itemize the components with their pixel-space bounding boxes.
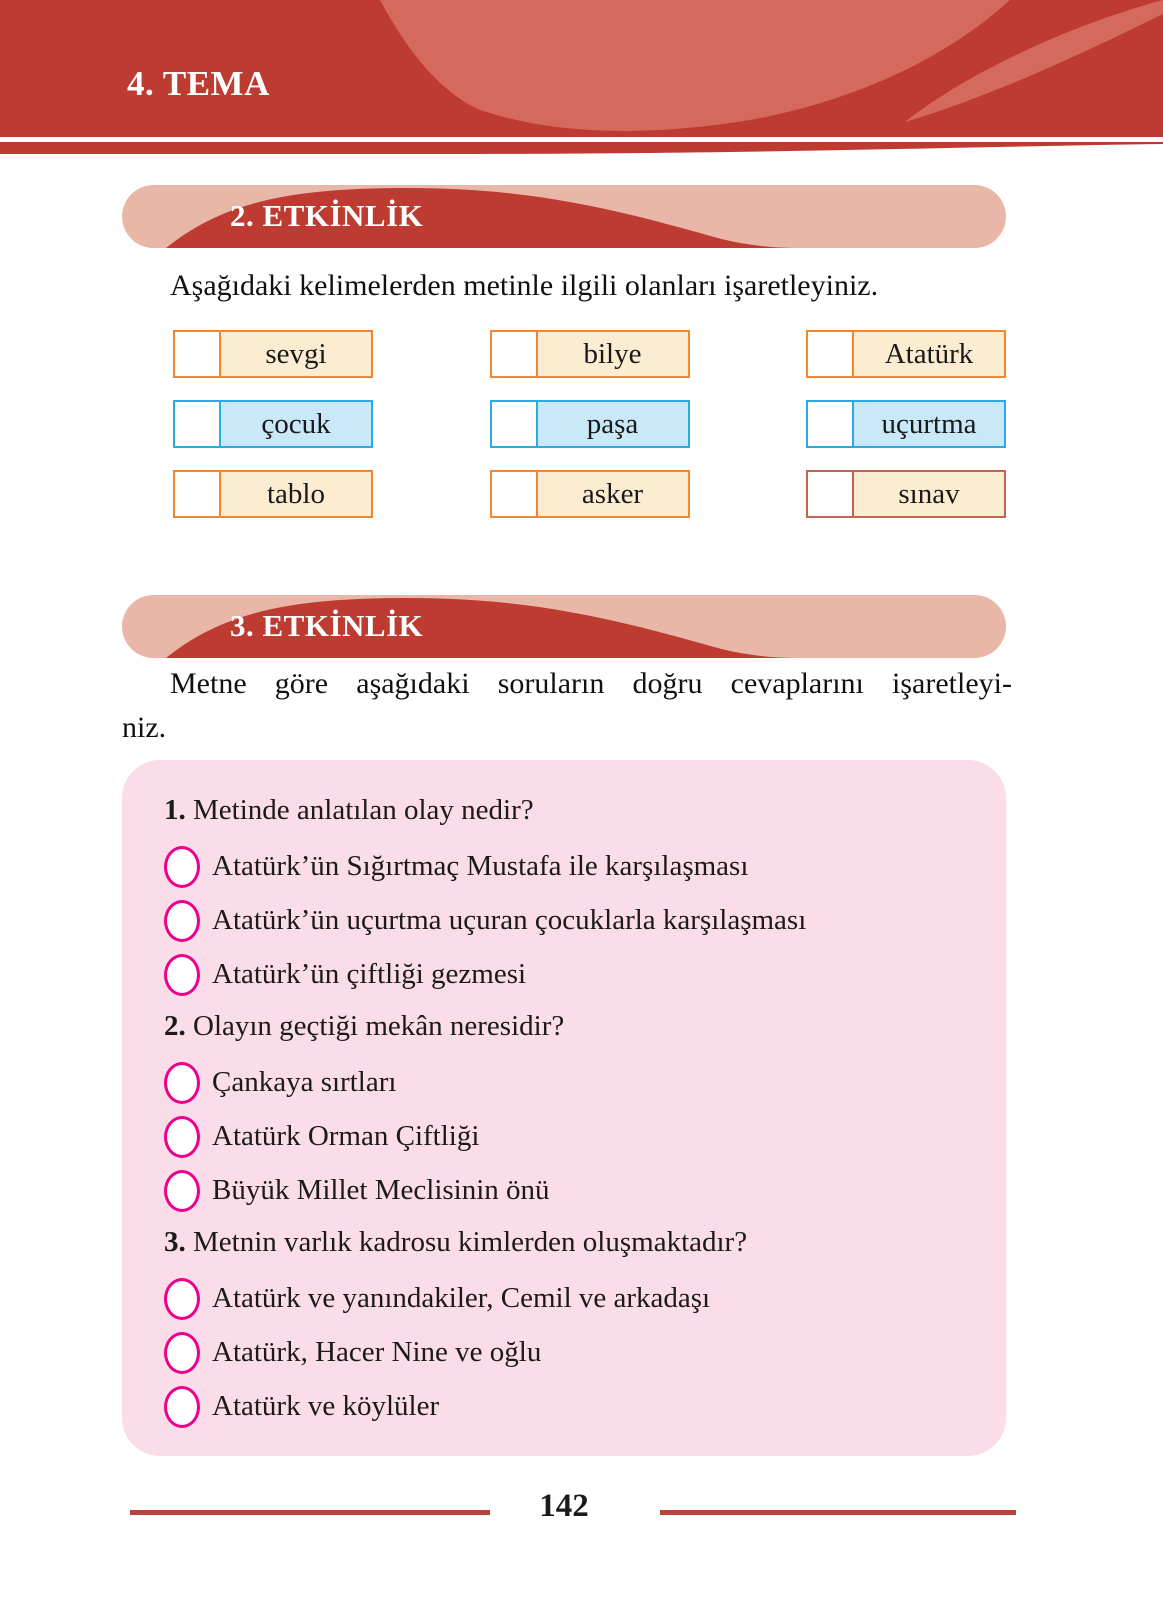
radio-circle[interactable] xyxy=(164,1116,200,1158)
activity3-instruction xyxy=(122,662,1012,750)
radio-circle[interactable] xyxy=(164,900,200,942)
quiz-box xyxy=(122,760,1006,1456)
option-row xyxy=(164,1384,976,1429)
option-row xyxy=(164,1168,976,1213)
header-divider xyxy=(0,141,1163,155)
word-box xyxy=(806,330,1006,378)
word-checkbox[interactable] xyxy=(808,332,854,376)
option-label: Büyük Millet Meclisinin önü xyxy=(212,1174,550,1206)
activity3-banner-label: 3. ETKİNLİK xyxy=(230,608,424,643)
word-label: uçurtma xyxy=(854,402,1004,446)
header-banner xyxy=(0,0,1163,137)
question-number: 3. xyxy=(164,1226,186,1258)
option-row xyxy=(164,952,976,997)
page-number: 142 xyxy=(539,1488,589,1524)
option-label: Atatürk, Hacer Nine ve oğlu xyxy=(212,1336,542,1368)
word-checkbox[interactable] xyxy=(492,402,538,446)
option-label: Atatürk ve köylüler xyxy=(212,1390,440,1422)
question-text: 1. Metinde anlatılan olay nedir? xyxy=(164,794,534,826)
word-checkbox[interactable] xyxy=(175,332,221,376)
word-label: sevgi xyxy=(221,332,371,376)
tema-label: 4. TEMA xyxy=(127,64,270,103)
radio-circle[interactable] xyxy=(164,1386,200,1428)
activity3-instruction-line1: Metne göre aşağıdaki soruların doğru cevaplarını işaretleyi- xyxy=(170,667,1012,700)
word-label: sınav xyxy=(854,472,1004,516)
footer-rule-right xyxy=(660,1510,1016,1515)
activity3-instruction-line2: niz. xyxy=(122,711,167,744)
word-box xyxy=(173,470,373,518)
activity2-banner-label: 2. ETKİNLİK xyxy=(230,198,424,233)
radio-circle[interactable] xyxy=(164,954,200,996)
word-label: paşa xyxy=(538,402,688,446)
option-row xyxy=(164,844,976,889)
word-box xyxy=(806,470,1006,518)
option-row xyxy=(164,1114,976,1159)
word-box xyxy=(173,330,373,378)
option-label: Çankaya sırtları xyxy=(212,1066,397,1098)
radio-circle[interactable] xyxy=(164,1332,200,1374)
radio-circle[interactable] xyxy=(164,1278,200,1320)
option-label: Atatürk Orman Çiftliği xyxy=(212,1120,480,1152)
option-label: Atatürk’ün çiftliği gezmesi xyxy=(212,958,527,990)
option-row xyxy=(164,1276,976,1321)
word-box xyxy=(490,330,690,378)
word-label: çocuk xyxy=(221,402,371,446)
radio-circle[interactable] xyxy=(164,1170,200,1212)
word-checkbox[interactable] xyxy=(492,472,538,516)
word-checkbox[interactable] xyxy=(175,402,221,446)
radio-circle[interactable] xyxy=(164,846,200,888)
option-row xyxy=(164,1330,976,1375)
activity2-instruction: Aşağıdaki kelimelerden metinle ilgili olanları işaretleyiniz. xyxy=(170,269,879,302)
word-label: tablo xyxy=(221,472,371,516)
question-number: 2. xyxy=(164,1010,186,1042)
word-box xyxy=(806,400,1006,448)
activity2-banner xyxy=(122,185,1006,248)
word-checkbox[interactable] xyxy=(175,472,221,516)
question-text: 2. Olayın geçtiği mekân neresidir? xyxy=(164,1010,565,1042)
word-box xyxy=(490,400,690,448)
word-label: asker xyxy=(538,472,688,516)
word-label: bilye xyxy=(538,332,688,376)
radio-circle[interactable] xyxy=(164,1062,200,1104)
word-checkbox[interactable] xyxy=(808,402,854,446)
word-box xyxy=(173,400,373,448)
option-row xyxy=(164,1060,976,1105)
question-text: 3. Metnin varlık kadrosu kimlerden oluşmaktadır? xyxy=(164,1226,748,1258)
activity3-banner xyxy=(122,595,1006,658)
word-label: Atatürk xyxy=(854,332,1004,376)
option-label: Atatürk’ün uçurtma uçuran çocuklarla karşılaşması xyxy=(212,904,807,936)
word-box xyxy=(490,470,690,518)
word-grid xyxy=(173,330,1006,518)
question-number: 1. xyxy=(164,794,186,826)
option-row xyxy=(164,898,976,943)
option-label: Atatürk ve yanındakiler, Cemil ve arkadaşı xyxy=(212,1282,711,1314)
word-checkbox[interactable] xyxy=(808,472,854,516)
option-label: Atatürk’ün Sığırtmaç Mustafa ile karşılaşması xyxy=(212,850,749,882)
word-checkbox[interactable] xyxy=(492,332,538,376)
